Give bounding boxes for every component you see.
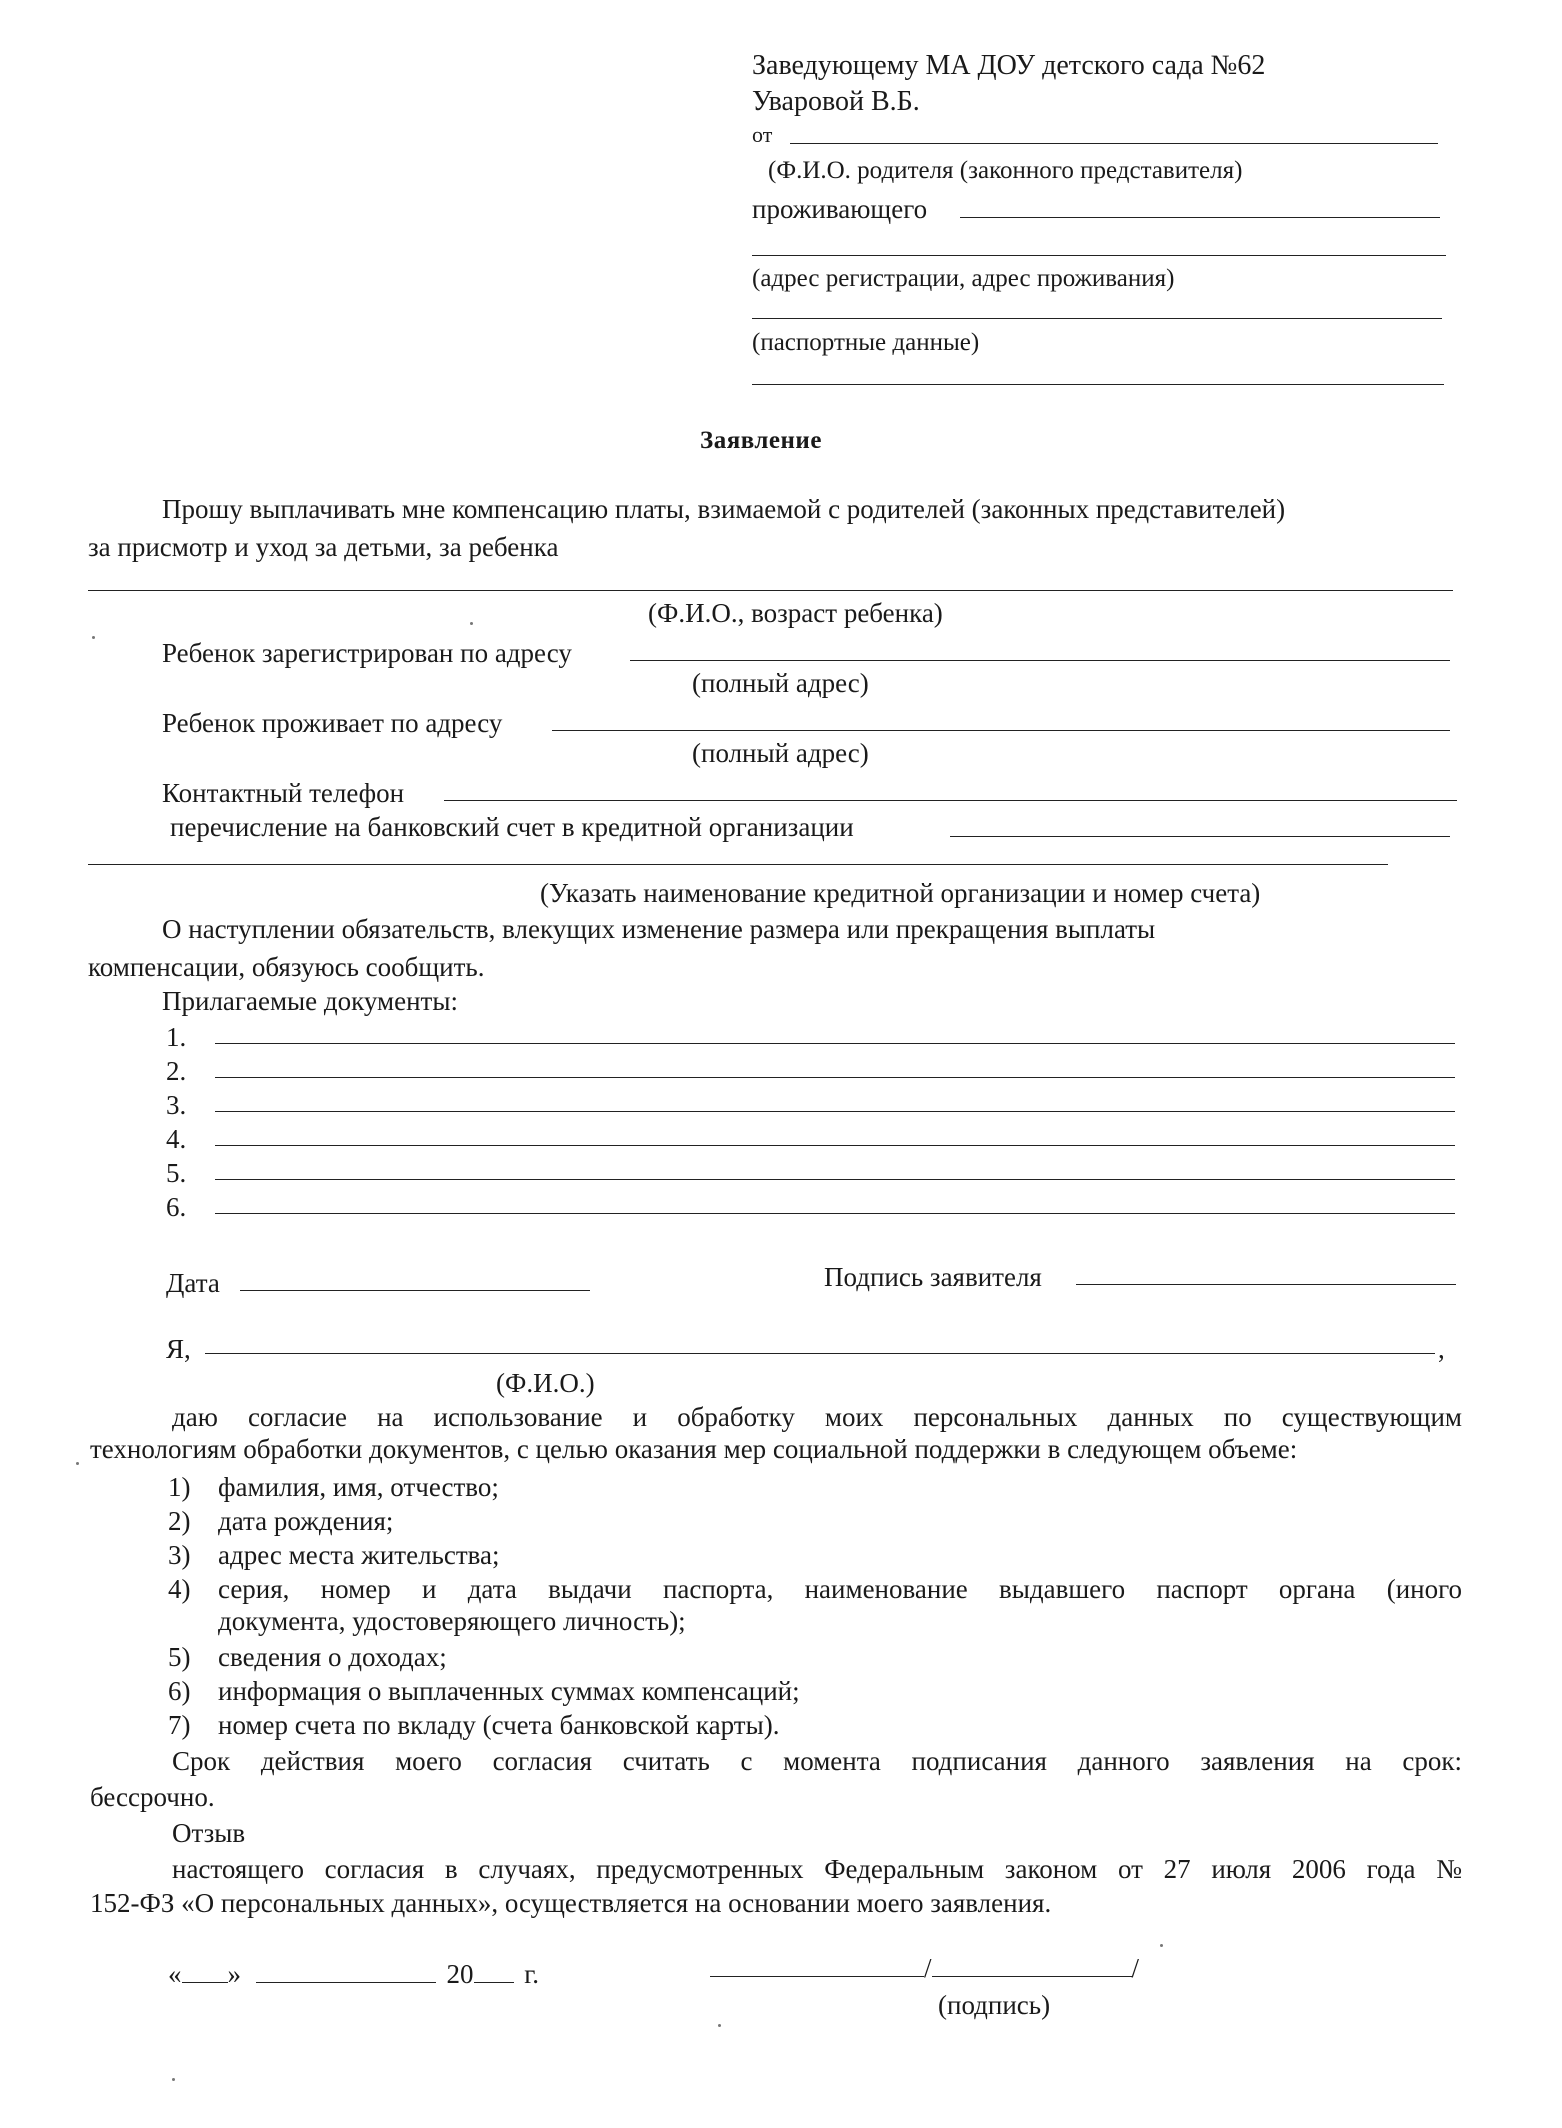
bank-field-1[interactable] — [950, 836, 1450, 837]
consent-item-text: адрес места жительства; — [218, 1540, 500, 1570]
attachment-number: 5. — [166, 1158, 187, 1188]
consent-item-text: серия, номер и дата выдачи паспорта, наименование выдавшего паспорт органа (иного — [218, 1574, 1462, 1604]
consent-item-text: фамилия, имя, отчество; — [218, 1472, 499, 1502]
addressee-line-1: Заведующему МА ДОУ детского сада №62 — [752, 50, 1266, 81]
address-field[interactable] — [752, 318, 1442, 319]
form-title: Заявление — [700, 427, 822, 454]
consent-item-number: 4) — [168, 1574, 191, 1604]
footer-slash-1: / — [924, 1953, 932, 1983]
consent-term-line-2: бессрочно. — [90, 1782, 215, 1812]
addressee-line-2: Уваровой В.Б. — [752, 86, 920, 117]
signature-label: Подпись заявителя — [824, 1262, 1042, 1292]
obligation-line-1: О наступлении обязательств, влекущих изменение размера или прекращения выплаты — [162, 914, 1156, 944]
consent-intro-line-1: даю согласие на использование и обработку моих персональных данных по существующим — [172, 1402, 1462, 1432]
obligation-line-2: компенсации, обязуюсь сообщить. — [88, 952, 485, 982]
footer-year-suffix: г. — [524, 1959, 540, 1989]
footer-year-field[interactable] — [474, 1958, 514, 1983]
from-label: от — [752, 122, 773, 147]
attachment-number: 6. — [166, 1192, 187, 1222]
living-address-caption: (полный адрес) — [692, 738, 869, 768]
registered-address-label: Ребенок зарегистрирован по адресу — [162, 638, 572, 668]
withdraw-line-2: 152-ФЗ «О персональных данных», осуществляется на основании моего заявления. — [90, 1888, 1052, 1918]
registered-address-field[interactable] — [630, 660, 1450, 661]
consent-intro-line-2: технологиям обработки документов, с целью оказания мер социальной поддержки в следующем объеме: — [90, 1434, 1298, 1464]
footer-signature-field[interactable] — [710, 1952, 924, 1977]
consent-i-label: Я, — [166, 1334, 191, 1364]
footer-open-quote: « — [168, 1959, 182, 1989]
phone-field[interactable] — [444, 800, 1457, 801]
attachment-field[interactable] — [215, 1111, 1455, 1112]
consent-fio-field[interactable] — [205, 1353, 1435, 1354]
consent-item-number: 1) — [168, 1472, 191, 1502]
child-name-caption: (Ф.И.О., возраст ребенка) — [648, 598, 943, 628]
footer-close-quote: » — [227, 1959, 241, 1989]
residing-field-2[interactable] — [752, 255, 1446, 256]
child-name-field[interactable] — [88, 590, 1453, 591]
parent-name-field[interactable] — [790, 143, 1438, 144]
consent-item-text: дата рождения; — [218, 1506, 394, 1536]
attachment-field[interactable] — [215, 1213, 1455, 1214]
applicant-signature-field[interactable] — [1076, 1284, 1456, 1285]
living-address-field[interactable] — [552, 730, 1450, 731]
attachment-number: 2. — [166, 1056, 187, 1086]
attachment-number: 4. — [166, 1124, 187, 1154]
consent-item-number: 2) — [168, 1506, 191, 1536]
request-line-2: за присмотр и уход за детьми, за ребенка — [88, 532, 559, 562]
residing-field-1[interactable] — [960, 217, 1440, 218]
consent-item-number: 5) — [168, 1642, 191, 1672]
address-caption: (адрес регистрации, адрес проживания) — [752, 265, 1175, 292]
withdraw-label: Отзыв — [172, 1818, 246, 1848]
footer-date — [168, 1958, 539, 1988]
consent-item-number: 3) — [168, 1540, 191, 1570]
scan-speck — [1160, 1944, 1163, 1947]
scan-speck — [470, 622, 473, 625]
date-field[interactable] — [240, 1290, 590, 1291]
consent-fio-caption: (Ф.И.О.) — [496, 1368, 595, 1398]
parent-name-caption: (Ф.И.О. родителя (законного представителя) — [768, 157, 1243, 184]
consent-item-text: номер счета по вкладу (счета банковской карты). — [218, 1710, 780, 1740]
attachments-label: Прилагаемые документы: — [162, 986, 458, 1016]
scan-speck — [718, 2024, 721, 2027]
bank-label: перечисление на банковский счет в кредитной организации — [170, 812, 854, 842]
consent-item-text: сведения о доходах; — [218, 1642, 447, 1672]
footer-signature — [710, 1952, 1139, 1982]
residing-label: проживающего — [752, 194, 928, 224]
bank-field-2[interactable] — [88, 864, 1388, 865]
consent-item-text-continued: документа, удостоверяющего личность); — [218, 1606, 686, 1636]
footer-signature-caption: (подпись) — [938, 1990, 1051, 2020]
withdraw-line-1: настоящего согласия в случаях, предусмотренных Федеральным законом от 27 июля 2006 года № — [172, 1854, 1462, 1884]
attachment-number: 3. — [166, 1090, 187, 1120]
footer-day-field[interactable] — [182, 1958, 228, 1983]
phone-label: Контактный телефон — [162, 778, 405, 808]
request-line-1: Прошу выплачивать мне компенсацию платы, взимаемой с родителей (законных представителей) — [162, 494, 1286, 524]
footer-signature-decoding-field[interactable] — [932, 1952, 1132, 1977]
attachment-field[interactable] — [215, 1043, 1455, 1044]
date-label: Дата — [166, 1268, 220, 1298]
consent-item-number: 6) — [168, 1676, 191, 1706]
footer-month-field[interactable] — [256, 1958, 436, 1983]
bank-caption: (Указать наименование кредитной организации и номер счета) — [540, 878, 1261, 908]
passport-caption: (паспортные данные) — [752, 329, 980, 356]
footer-slash-2: / — [1131, 1953, 1140, 1983]
attachment-field[interactable] — [215, 1179, 1455, 1180]
scan-speck — [172, 2078, 175, 2081]
scan-speck — [92, 636, 95, 639]
consent-term-line-1: Срок действия моего согласия считать с момента подписания данного заявления на срок: — [172, 1746, 1462, 1776]
consent-fio-comma: , — [1438, 1334, 1445, 1364]
consent-item-number: 7) — [168, 1710, 191, 1740]
living-address-label: Ребенок проживает по адресу — [162, 708, 503, 738]
registered-address-caption: (полный адрес) — [692, 668, 869, 698]
attachment-field[interactable] — [215, 1145, 1455, 1146]
scan-speck — [76, 1462, 79, 1465]
consent-item-text: информация о выплаченных суммах компенсаций; — [218, 1676, 800, 1706]
attachment-number: 1. — [166, 1022, 187, 1052]
attachment-field[interactable] — [215, 1077, 1455, 1078]
footer-year-prefix: 20 — [446, 1959, 474, 1989]
passport-field[interactable] — [752, 384, 1444, 385]
